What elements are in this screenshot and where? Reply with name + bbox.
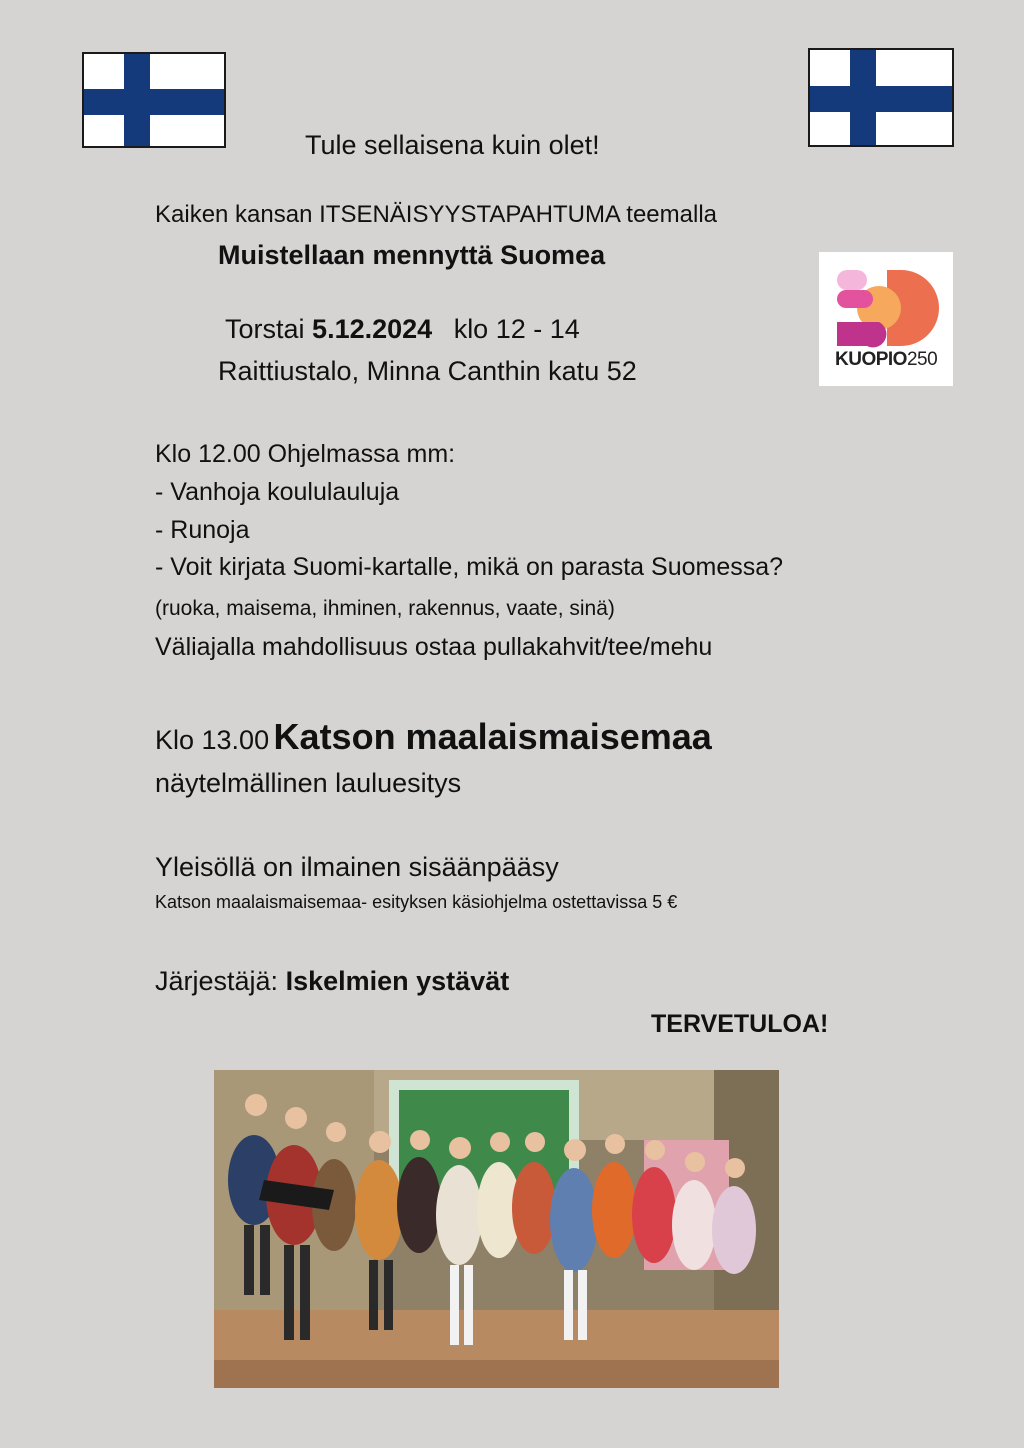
program-price-note: Katson maalaismaisemaa- esityksen käsiohjelma ostettavissa 5 € (155, 892, 678, 912)
performance-subtitle: näytelmällinen lauluesitys (155, 768, 462, 798)
program-examples: (ruoka, maisema, ihminen, rakennus, vaate, sinä) (155, 597, 615, 620)
organizer-line (155, 966, 509, 997)
event-time: klo 12 - 14 (453, 314, 580, 344)
weekday: Torstai (225, 314, 305, 344)
theme-title: Muistellaan mennyttä Suomea (218, 240, 606, 270)
performance-title: Katson maalaismaisemaa (273, 716, 712, 757)
program-heading: Klo 12.00 Ohjelmassa mm: (155, 440, 456, 468)
organizer-name: Iskelmien ystävät (285, 966, 510, 996)
organizer-label: Järjestäjä: (155, 966, 279, 996)
program-item: - Runoja (155, 516, 250, 544)
logo-text: KUOPIO250 (835, 349, 938, 370)
event-date: 5.12.2024 (312, 314, 433, 344)
break-note: Väliajalla mahdollisuus ostaa pullakahvit/tee/mehu (155, 633, 713, 661)
performance-line (155, 716, 712, 758)
admission-text: Yleisöllä on ilmainen sisäänpääsy (155, 852, 559, 882)
welcome-text: TERVETULOA! (651, 1010, 829, 1038)
event-location: Raittiustalo, Minna Canthin katu 52 (218, 356, 637, 386)
program-item: - Vanhoja koululauluja (155, 478, 400, 506)
event-date-line (225, 314, 580, 345)
group-photo (214, 1070, 779, 1388)
finland-flag-icon (82, 52, 226, 148)
kuopio250-logo (819, 252, 953, 386)
finland-flag-icon (808, 48, 954, 147)
slogan: Tule sellaisena kuin olet! (305, 130, 600, 160)
performance-time: Klo 13.00 (155, 725, 270, 755)
intro-line: Kaiken kansan ITSENÄISYYSTAPAHTUMA teemalla (155, 201, 717, 228)
program-item: - Voit kirjata Suomi-kartalle, mikä on parasta Suomessa? (155, 553, 784, 581)
